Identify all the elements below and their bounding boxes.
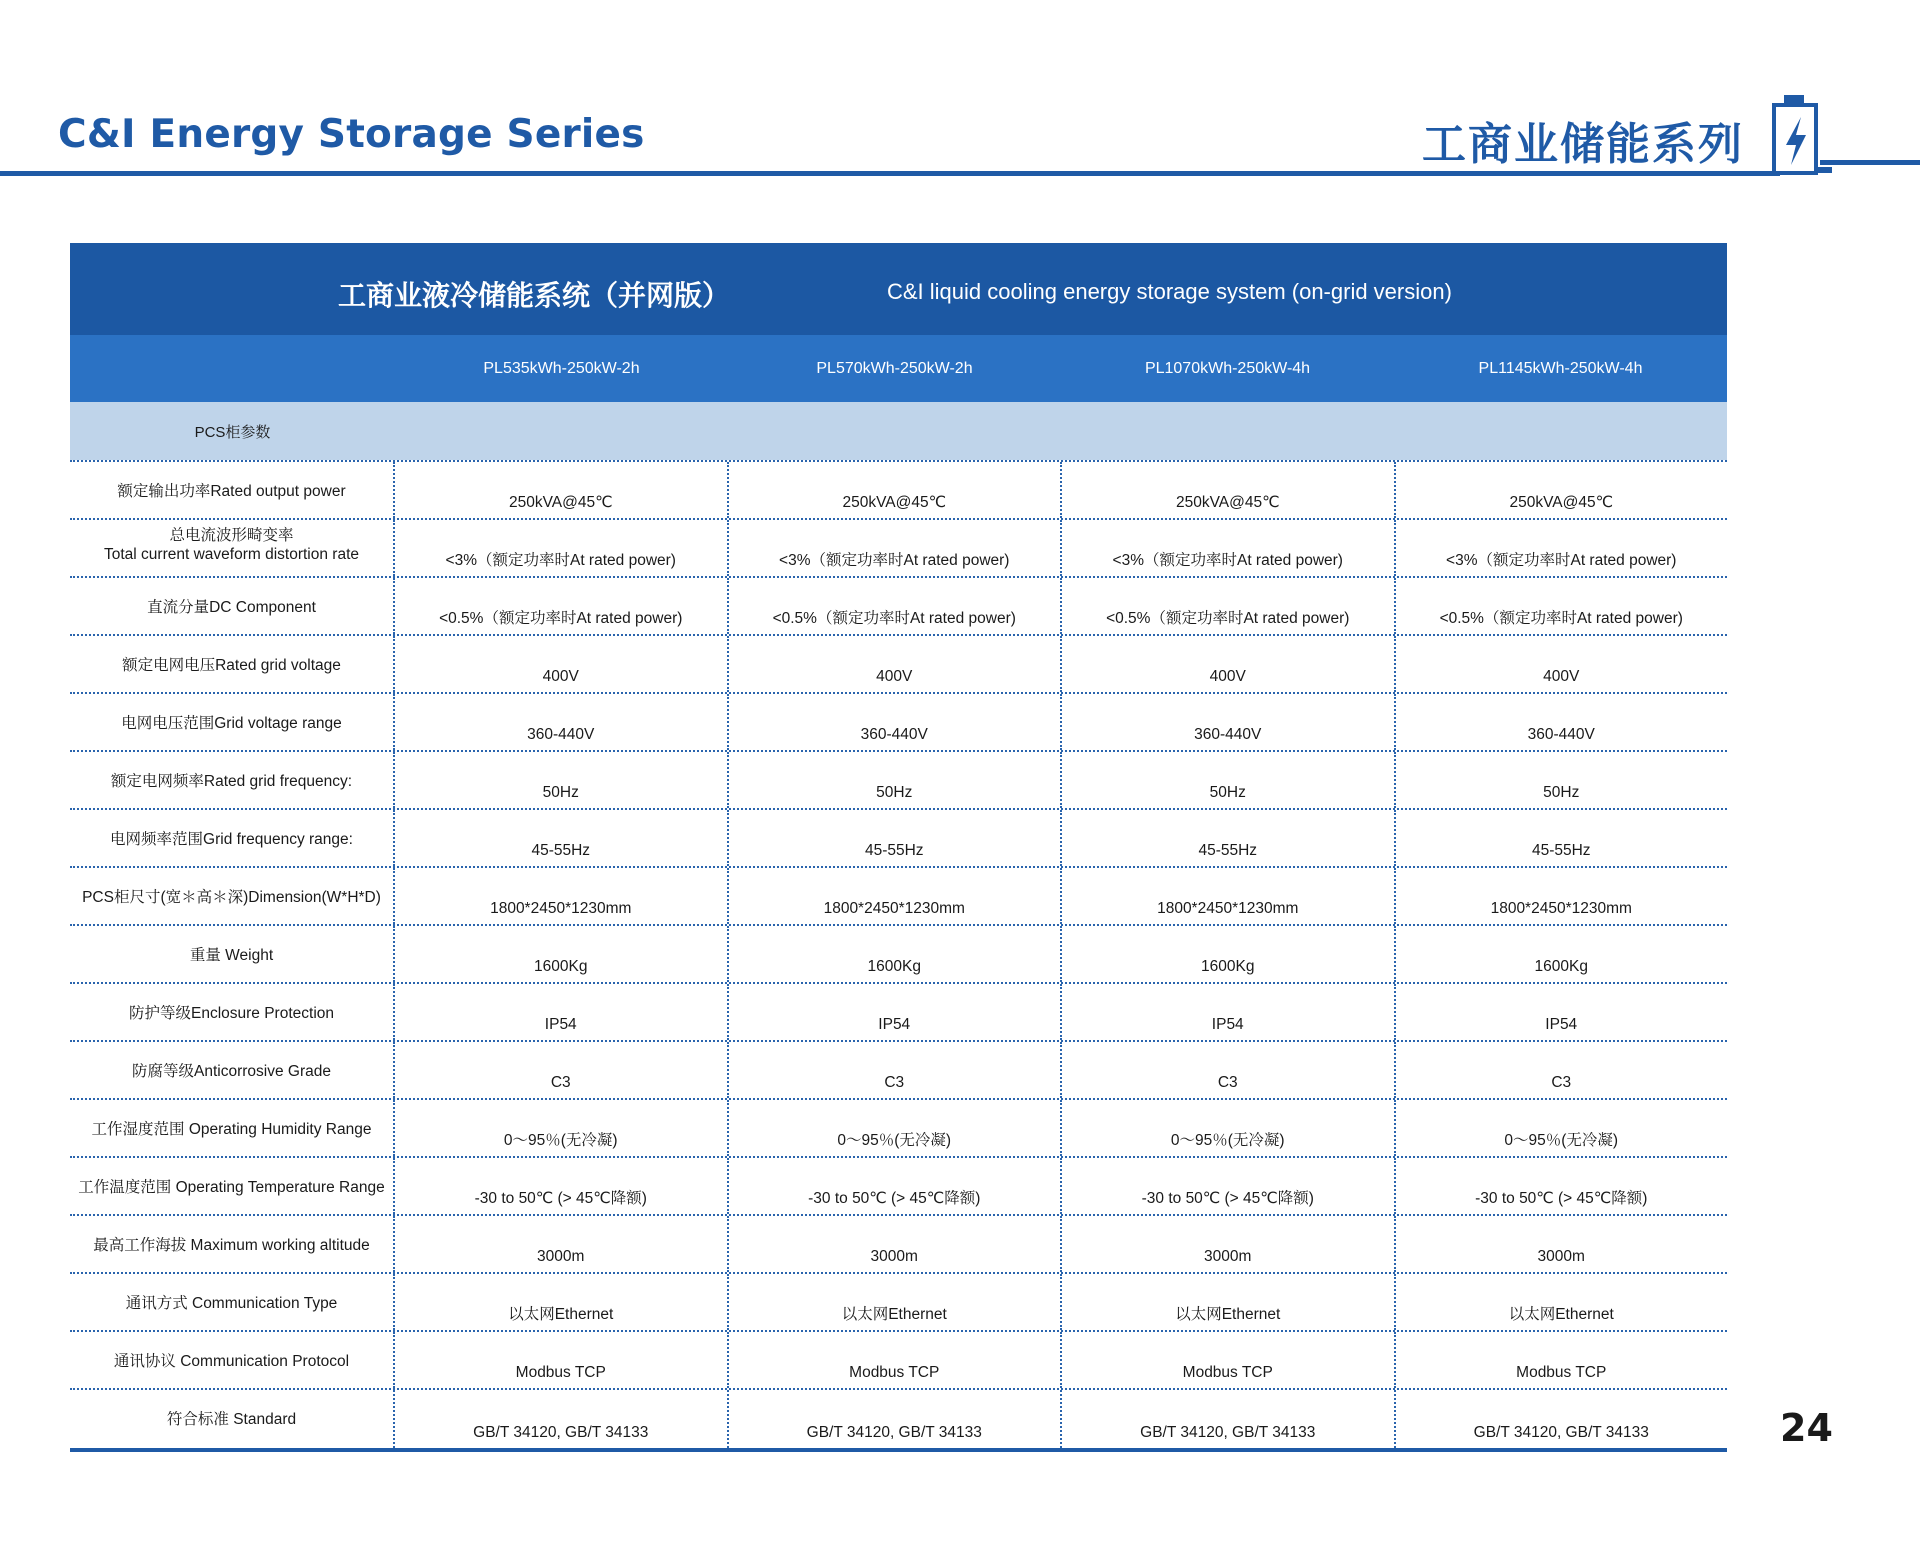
spec-table <box>70 243 1727 1452</box>
table-row <box>70 1216 1727 1274</box>
table-title-cn: 工商业液冷储能系统（并网版） <box>338 279 731 312</box>
row-value: GB/T 34120, GB/T 34133 <box>1062 1390 1396 1448</box>
row-value: 400V <box>395 636 729 692</box>
row-value: <0.5%（额定功率时At rated power) <box>729 578 1063 634</box>
row-label-line: 电网电压范围Grid voltage range <box>121 715 342 732</box>
row-label <box>70 1274 395 1330</box>
model-header: PL1070kWh-250kW-4h <box>1144 359 1311 377</box>
row-label <box>70 926 395 982</box>
row-label <box>70 694 395 750</box>
table-row <box>70 1332 1727 1390</box>
row-value: Modbus TCP <box>1516 1364 1607 1381</box>
row-value: 400V <box>1062 636 1396 692</box>
row-value: -30 to 50℃ (> 45℃降额) <box>1475 1190 1648 1207</box>
row-value: -30 to 50℃ (> 45℃降额) <box>395 1158 729 1214</box>
row-value: <3%（额定功率时At rated power) <box>395 520 729 576</box>
row-value: 3000m <box>729 1216 1063 1272</box>
row-label <box>70 984 395 1040</box>
table-row <box>70 462 1727 520</box>
row-label <box>70 1390 395 1448</box>
model-header-row <box>70 335 1727 402</box>
row-value: 0～95％(无冷凝) <box>1504 1132 1619 1149</box>
row-value: C3 <box>395 1042 729 1098</box>
table-title-bar <box>70 243 1727 335</box>
table-row <box>70 868 1727 926</box>
row-value: IP54 <box>395 984 729 1040</box>
row-value: 400V <box>729 636 1063 692</box>
row-label-line: 最高工作海拔 Maximum working altitude <box>93 1237 370 1254</box>
row-label <box>70 636 395 692</box>
table-row <box>70 1042 1727 1100</box>
row-value: IP54 <box>1062 984 1396 1040</box>
row-value: 3000m <box>1537 1248 1585 1265</box>
row-value: <3%（额定功率时At rated power) <box>729 520 1063 576</box>
table-row <box>70 694 1727 752</box>
table-row <box>70 926 1727 984</box>
row-label <box>70 1332 395 1388</box>
row-value: 1800*2450*1230mm <box>729 868 1063 924</box>
row-value: 1600Kg <box>729 926 1063 982</box>
row-label <box>70 1158 395 1214</box>
row-label-line: Total current waveform distortion rate <box>104 546 359 564</box>
row-label-line: 额定电网电压Rated grid voltage <box>122 657 341 674</box>
row-value: 50Hz <box>1062 752 1396 808</box>
row-label-line: 重量 Weight <box>189 947 274 964</box>
row-value: IP54 <box>1545 1016 1578 1033</box>
row-value: 45-55Hz <box>1531 842 1591 859</box>
row-value: 45-55Hz <box>729 810 1063 866</box>
row-label <box>70 752 395 808</box>
row-value: 以太网Ethernet <box>729 1274 1063 1330</box>
row-label <box>70 520 395 576</box>
row-label-line: 工作湿度范围 Operating Humidity Range <box>91 1121 372 1138</box>
row-value: <0.5%（额定功率时At rated power) <box>395 578 729 634</box>
row-label-line: 防护等级Enclosure Protection <box>128 1005 335 1022</box>
row-value: 1800*2450*1230mm <box>1490 900 1632 917</box>
page-title-cn: 工商业储能系列 <box>1422 119 1744 170</box>
table-row <box>70 1390 1727 1448</box>
row-value: IP54 <box>729 984 1063 1040</box>
row-label-line: 额定输出功率Rated output power <box>117 483 346 500</box>
row-value: -30 to 50℃ (> 45℃降额) <box>1062 1158 1396 1214</box>
row-value: C3 <box>729 1042 1063 1098</box>
model-header: PL535kWh-250kW-2h <box>483 359 640 377</box>
row-value: 0～95％(无冷凝) <box>729 1100 1063 1156</box>
row-value: C3 <box>1551 1074 1572 1091</box>
section-label: PCS柜参数 <box>194 423 271 441</box>
row-value: 400V <box>1543 668 1580 685</box>
row-value: 1600Kg <box>1534 958 1588 975</box>
table-row <box>70 984 1727 1042</box>
row-value: <0.5%（额定功率时At rated power) <box>1062 578 1396 634</box>
row-value: 45-55Hz <box>395 810 729 866</box>
table-row <box>70 1158 1727 1216</box>
page-title-en: C&I Energy Storage Series <box>58 112 645 157</box>
row-label <box>70 462 395 518</box>
spec-rows <box>70 460 1727 1448</box>
row-value: 1600Kg <box>1062 926 1396 982</box>
model-header-spacer <box>70 335 395 402</box>
row-label <box>70 1042 395 1098</box>
page-number: 24 <box>1780 1406 1833 1450</box>
table-row <box>70 752 1727 810</box>
row-value: 360-440V <box>1062 694 1396 750</box>
row-label <box>70 1216 395 1272</box>
row-value: 250kVA@45℃ <box>1509 494 1614 511</box>
table-row <box>70 520 1727 578</box>
row-value: <3%（额定功率时At rated power) <box>1446 552 1677 569</box>
row-label <box>70 868 395 924</box>
row-value: Modbus TCP <box>395 1332 729 1388</box>
row-value: C3 <box>1062 1042 1396 1098</box>
row-label-line: 防腐等级Anticorrosive Grade <box>132 1063 331 1080</box>
row-label <box>70 810 395 866</box>
row-label-line: 直流分量DC Component <box>147 599 316 616</box>
row-value: 45-55Hz <box>1062 810 1396 866</box>
table-row <box>70 1274 1727 1332</box>
row-value: Modbus TCP <box>729 1332 1063 1388</box>
row-value: 以太网Ethernet <box>1062 1274 1396 1330</box>
row-label-line: PCS柜尺寸(宽＊高＊深)Dimension(W*H*D) <box>82 889 381 906</box>
row-value: GB/T 34120, GB/T 34133 <box>395 1390 729 1448</box>
row-label-line: 总电流波形畸变率 <box>169 527 294 544</box>
row-value: 360-440V <box>1527 726 1595 743</box>
row-value: GB/T 34120, GB/T 34133 <box>729 1390 1063 1448</box>
row-value: GB/T 34120, GB/T 34133 <box>1473 1424 1649 1441</box>
table-row <box>70 636 1727 694</box>
row-label-line: 符合标准 Standard <box>166 1411 297 1428</box>
table-row <box>70 810 1727 868</box>
row-label <box>70 1100 395 1156</box>
table-title-en: C&I liquid cooling energy storage system (on-grid version) <box>887 279 1452 304</box>
row-value: 250kVA@45℃ <box>1062 462 1396 518</box>
header-divider-right <box>1820 160 1920 165</box>
row-value: 1800*2450*1230mm <box>395 868 729 924</box>
row-label-line: 额定电网频率Rated grid frequency: <box>110 773 353 790</box>
row-label-line: 通讯协议 Communication Protocol <box>113 1353 350 1370</box>
row-value: 3000m <box>1062 1216 1396 1272</box>
row-value: 50Hz <box>1543 784 1580 801</box>
section-header <box>70 402 1727 460</box>
row-value: 250kVA@45℃ <box>395 462 729 518</box>
row-value: 50Hz <box>729 752 1063 808</box>
row-value: 以太网Ethernet <box>395 1274 729 1330</box>
table-bottom-rule <box>70 1448 1727 1452</box>
row-label-line: 电网频率范围Grid frequency range: <box>110 831 353 848</box>
row-value: 360-440V <box>729 694 1063 750</box>
row-value: 以太网Ethernet <box>1508 1306 1614 1323</box>
row-label <box>70 578 395 634</box>
row-value: 0～95％(无冷凝) <box>395 1100 729 1156</box>
row-value: <3%（额定功率时At rated power) <box>1062 520 1396 576</box>
row-value: 360-440V <box>395 694 729 750</box>
row-value: 0～95％(无冷凝) <box>1062 1100 1396 1156</box>
row-value: 1800*2450*1230mm <box>1062 868 1396 924</box>
row-label-line: 通讯方式 Communication Type <box>125 1295 338 1312</box>
row-value: <0.5%（额定功率时At rated power) <box>1439 610 1683 627</box>
row-value: Modbus TCP <box>1062 1332 1396 1388</box>
row-value: -30 to 50℃ (> 45℃降额) <box>729 1158 1063 1214</box>
header-divider <box>0 171 1780 176</box>
row-value: 50Hz <box>395 752 729 808</box>
row-value: 1600Kg <box>395 926 729 982</box>
row-value: 250kVA@45℃ <box>729 462 1063 518</box>
row-value: 3000m <box>395 1216 729 1272</box>
model-header: PL1145kWh-250kW-4h <box>1478 359 1643 377</box>
table-row <box>70 578 1727 636</box>
row-label-line: 工作温度范围 Operating Temperature Range <box>78 1179 385 1196</box>
battery-lightning-icon <box>1772 95 1832 177</box>
model-header: PL570kWh-250kW-2h <box>816 359 973 377</box>
table-row <box>70 1100 1727 1158</box>
